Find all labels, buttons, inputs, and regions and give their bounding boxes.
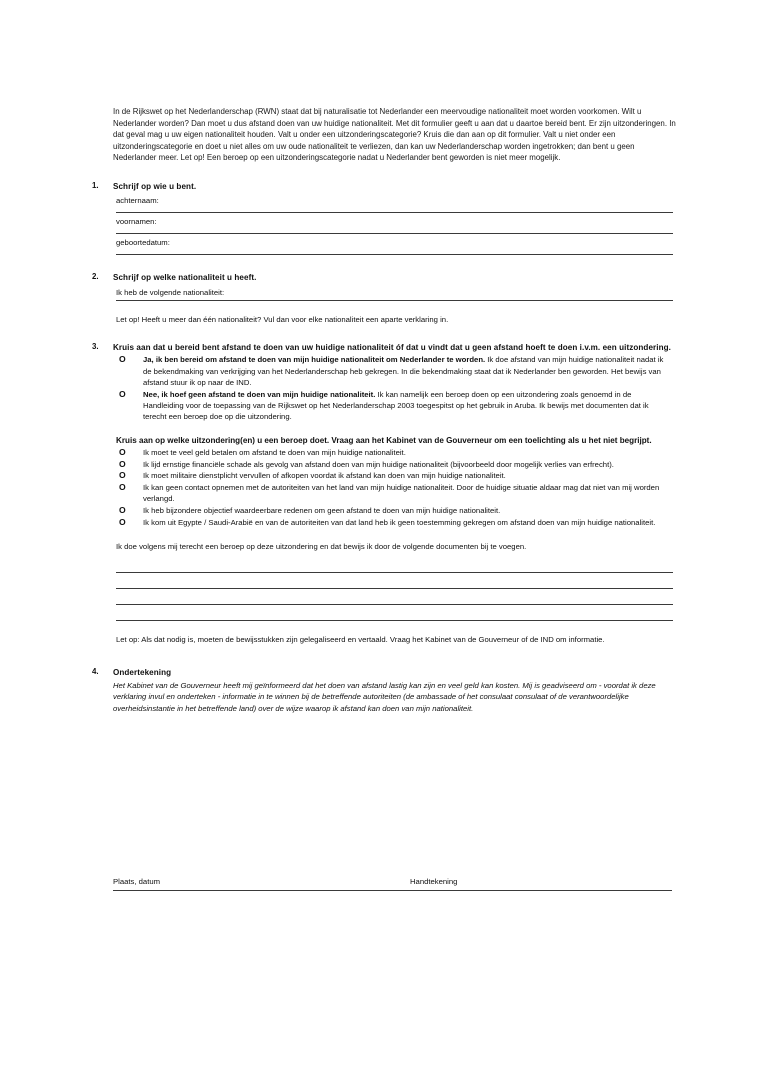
section-3 bbox=[92, 342, 672, 645]
field-achternaam-label: achternaam: bbox=[116, 196, 159, 206]
evidence-line[interactable] bbox=[116, 573, 673, 589]
option-ja-bold: Ja, ik ben bereid om afstand te doen van mijn huidige nationaliteit om Nederlander te worden. bbox=[143, 355, 486, 365]
exception-item-text: Ik moet militaire dienstplicht vervullen of afkopen voordat ik afstand kan doen van mijn huidige nationaliteit. bbox=[143, 471, 506, 481]
declaration-text: Het Kabinet van de Gouverneur heeft mij geïnformeerd dat het doen van afstand lastig kan zijn en veel geld kan kosten. Mij is geadviseerd om - voordat ik deze verklaring invul en onderteken - informatie in te winnen bij de betreffende autoriteiten (de ambassade of het consulaat consulaat of de verantwoordelijke overheidsinstantie in het betreffende land) over de wijze waarop ik afstand kan doen van mijn nationaliteit. bbox=[113, 680, 656, 713]
field-nationaliteit[interactable] bbox=[116, 286, 673, 301]
section-2-title: Schrijf op welke nationaliteit u heeft. bbox=[113, 273, 257, 283]
checkbox-circle-icon[interactable]: O bbox=[119, 482, 126, 493]
checkbox-circle-icon[interactable]: O bbox=[119, 505, 126, 516]
exceptions-heading: Kruis aan op welke uitzondering(en) u een beroep doet. Vraag aan het Kabinet van de Gouverneur om een toelichting als u het niet begrijpt. bbox=[116, 435, 652, 445]
checkbox-circle-icon[interactable]: O bbox=[119, 458, 126, 469]
document-content bbox=[92, 106, 676, 714]
section-1-body bbox=[113, 181, 672, 255]
field-geboortedatum[interactable] bbox=[116, 236, 673, 255]
signature-block bbox=[113, 877, 672, 891]
exception-item[interactable] bbox=[113, 459, 688, 470]
signature-label: Handtekening bbox=[410, 877, 458, 886]
field-achternaam[interactable] bbox=[116, 194, 673, 213]
intro-paragraph: In de Rijkswet op het Nederlanderschap (RWN) staat dat bij naturalisatie tot Nederlander een meervoudige nationaliteit moet worden voorkomen. Wilt u Nederlander worden? Dan moet u dus afstand doen van uw huidige nationaliteit. Met dit formulier geeft u aan dat u daartoe bereid bent. Er zijn uitzonderingen. In dat geval mag u uw eigen nationaliteit houden. Valt u onder een uitzonderingscategorie? Kruis die dan aan op dit formulier. Valt u niet onder een uitzonderingscategorie en doet u niet alles om uw oude nationaliteit te verliezen, dan kan uw Nederlanderschap worden ingetrokken; dan bent u geen Nederlander meer. Let op! Een beroep op een uitzonderingscategorie nadat u Nederlander bent geworden is niet meer mogelijk. bbox=[113, 107, 676, 163]
checkbox-circle-icon[interactable]: O bbox=[119, 470, 126, 481]
exception-item-text: Ik heb bijzondere objectief waardeerbare redenen om geen afstand te doen van mijn huidige nationaliteit. bbox=[143, 506, 501, 516]
section-1 bbox=[92, 181, 672, 255]
exception-item-text: Ik lijd ernstige financiële schade als gevolg van afstand doen van mijn huidige nationaliteit (bijvoorbeeld door mogelijk verlies van erfrecht). bbox=[143, 459, 614, 469]
evidence-blank-lines bbox=[116, 557, 672, 621]
place-date-label: Plaats, datum bbox=[113, 877, 161, 886]
section-2-note: Let op! Heeft u meer dan één nationaliteit? Vul dan voor elke nationaliteit een aparte verklaring in. bbox=[116, 314, 449, 324]
evidence-line[interactable] bbox=[116, 605, 673, 621]
section-3-number: 3. bbox=[92, 341, 99, 351]
evidence-line[interactable] bbox=[116, 557, 673, 573]
exception-item[interactable] bbox=[113, 470, 688, 481]
option-nee-rest: Ik kan namelijk een beroep doen op een uitzondering zoals genoemd in de Handleiding voor de toepassing van de Rijkswet op het Nederlanderschap 2003 toegespitst op het gebruik in Aruba. Ik bewijs met documenten dat ik terecht een beroep doe op die uitzondering. bbox=[143, 390, 649, 422]
section-4 bbox=[92, 667, 672, 714]
exception-item[interactable] bbox=[113, 505, 688, 516]
section-3-main-options bbox=[113, 354, 672, 422]
checkbox-circle-icon[interactable]: O bbox=[119, 516, 126, 527]
evidence-line[interactable] bbox=[116, 589, 673, 605]
exception-item-text: Ik kom uit Egypte / Saudi-Arabië en van de autoriteiten van dat land heb ik geen toestemming gekregen om afstand doen van mijn huidige nationaliteit. bbox=[143, 517, 656, 527]
section-4-body bbox=[113, 667, 672, 714]
field-voornamen-label: voornamen: bbox=[116, 217, 157, 227]
section-4-title: Ondertekening bbox=[113, 668, 172, 678]
section-4-number: 4. bbox=[92, 667, 99, 677]
option-ja-rest: Ik doe afstand van mijn huidige nationaliteit nadat ik de bekendmaking van verkrijging van het Nederlanderschap heb gekregen. In die bekendmaking staat dat ik Nederlander ben geworden. Het bewijs van afstand stuur ik op naar de IND. bbox=[143, 355, 664, 387]
section-1-number: 1. bbox=[92, 180, 99, 190]
section-1-title: Schrijf op wie u bent. bbox=[113, 181, 197, 191]
checkbox-circle-icon[interactable]: O bbox=[119, 354, 126, 365]
checkbox-circle-icon[interactable]: O bbox=[119, 447, 126, 458]
field-voornamen[interactable] bbox=[116, 215, 673, 234]
section-3-title: Kruis aan dat u bereid bent afstand te doen van uw huidige nationaliteit óf dat u vindt dat u geen afstand hoeft te doen i.v.m. een uitzondering. bbox=[113, 342, 671, 352]
exception-item[interactable] bbox=[113, 517, 688, 528]
section-3-body bbox=[113, 342, 672, 645]
option-ja[interactable] bbox=[113, 354, 672, 388]
evidence-note: Let op: Als dat nodig is, moeten de bewijsstukken zijn gelegaliseerd en vertaald. Vraag het Kabinet van de Gouverneur of de IND om informatie. bbox=[116, 635, 605, 645]
exceptions-list bbox=[113, 447, 672, 528]
section-2 bbox=[92, 272, 672, 325]
signature-rule[interactable] bbox=[113, 890, 672, 891]
field-nationaliteit-label: Ik heb de volgende nationaliteit: bbox=[116, 287, 225, 297]
exception-item-text: Ik kan geen contact opnemen met de autoriteiten van het land van mijn huidige nationaliteit. Door de huidige situatie aldaar mag dat niet van mij worden verlangd. bbox=[143, 483, 660, 504]
section-2-body bbox=[113, 272, 672, 325]
exception-item[interactable] bbox=[113, 447, 688, 458]
field-geboortedatum-label: geboortedatum: bbox=[116, 238, 170, 248]
section-2-number: 2. bbox=[92, 272, 99, 282]
exception-item-text: Ik moet te veel geld betalen om afstand te doen van mijn huidige nationaliteit. bbox=[143, 448, 406, 458]
option-nee-bold: Nee, ik hoef geen afstand te doen van mijn huidige nationaliteit. bbox=[143, 390, 376, 399]
exception-item[interactable] bbox=[113, 482, 688, 504]
checkbox-circle-icon[interactable]: O bbox=[119, 389, 126, 399]
option-nee[interactable] bbox=[113, 389, 672, 423]
evidence-intro: Ik doe volgens mij terecht een beroep op deze uitzondering en dat bewijs ik door de volgende documenten bij te voegen. bbox=[116, 541, 527, 551]
signature-labels bbox=[113, 877, 672, 890]
